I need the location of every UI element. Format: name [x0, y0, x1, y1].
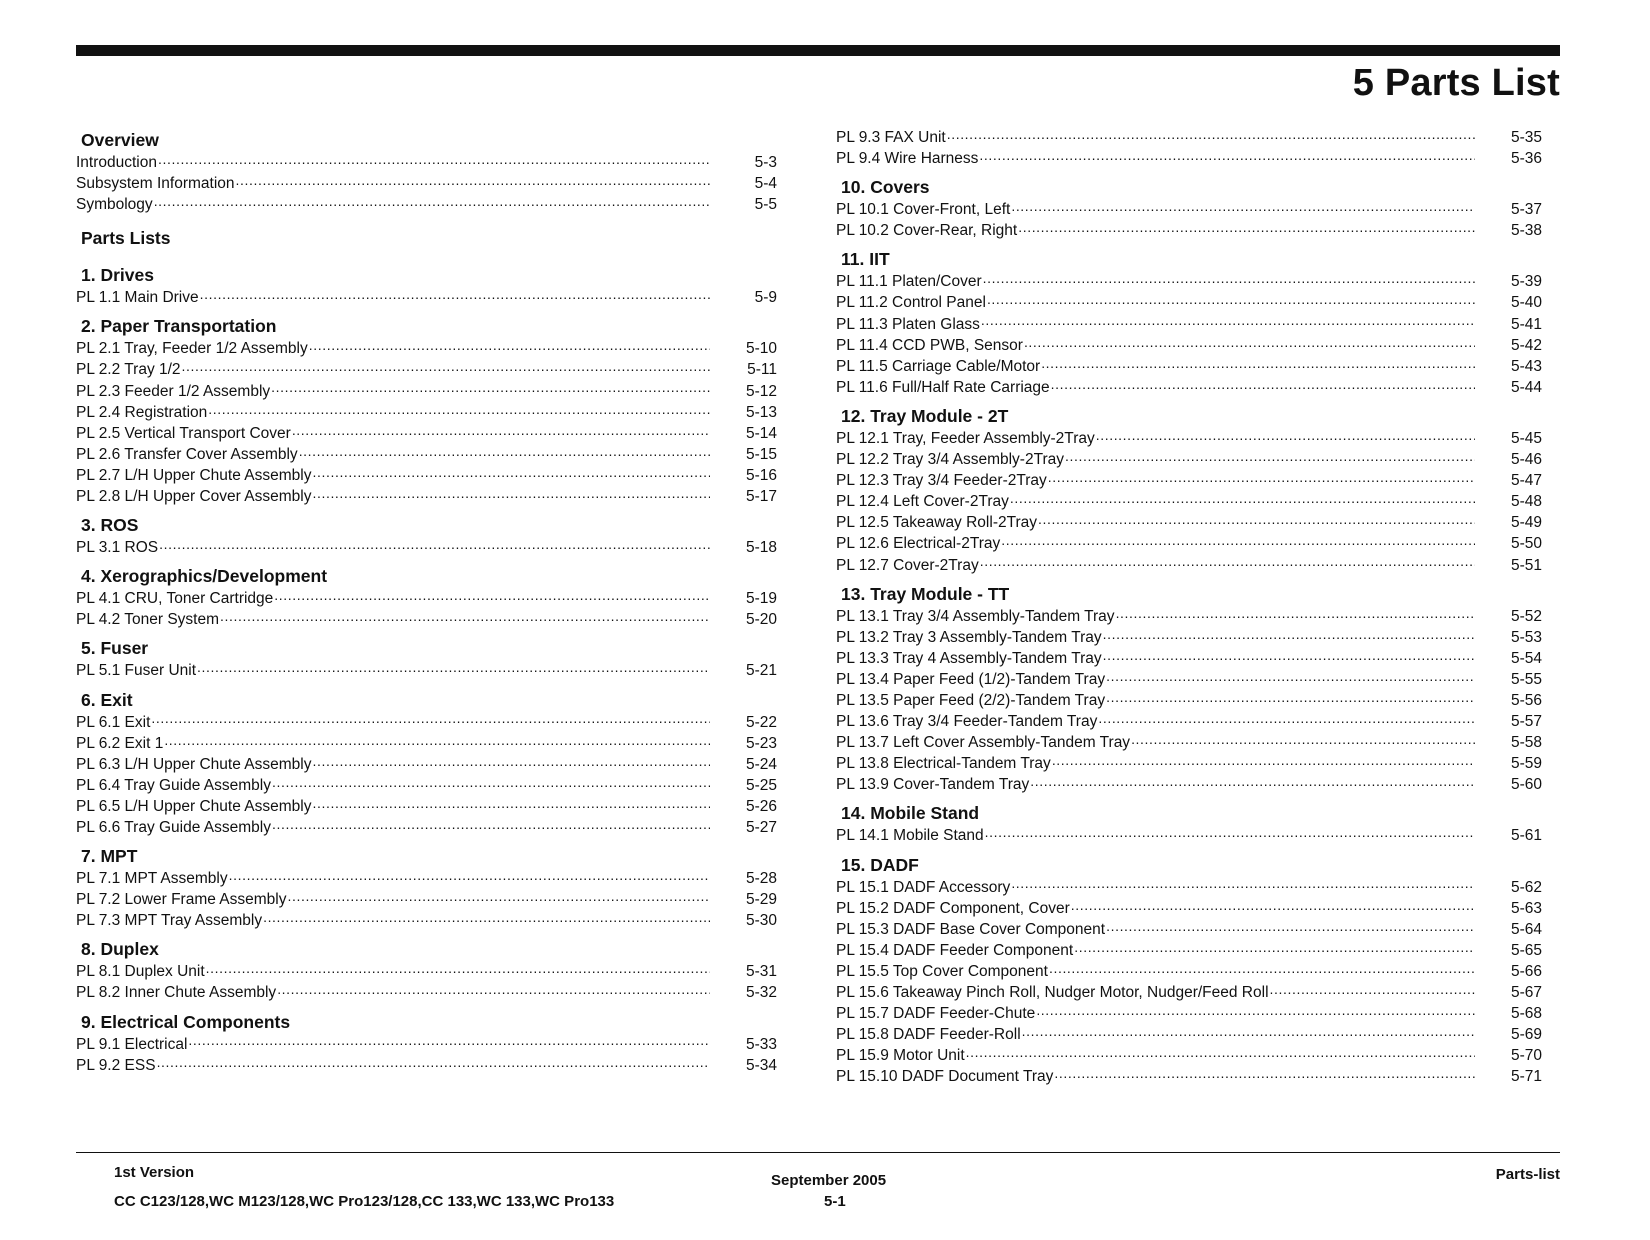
- toc-entry-label: PL 7.1 MPT Assembly: [76, 870, 228, 888]
- footer-version: 1st Version: [114, 1164, 195, 1181]
- toc-entry[interactable]: [836, 773, 1542, 794]
- toc-entry[interactable]: [836, 313, 1542, 334]
- toc-entry[interactable]: [76, 380, 777, 401]
- dot-leader: [188, 1033, 710, 1049]
- toc-entry-page: 5-32: [745, 984, 777, 1002]
- toc-entry-label: PL 10.2 Cover-Rear, Right: [836, 222, 1018, 240]
- toc-entry[interactable]: [76, 587, 777, 608]
- dot-leader: [1036, 1002, 1475, 1018]
- dot-leader: [292, 422, 710, 438]
- toc-entry-page: 5-65: [1510, 941, 1542, 959]
- toc-entry[interactable]: [836, 334, 1542, 355]
- dot-leader: [1052, 752, 1475, 768]
- toc-entry[interactable]: [836, 960, 1542, 981]
- toc-entry-label: PL 15.3 DADF Base Cover Component: [836, 920, 1106, 938]
- dot-leader: [313, 464, 711, 480]
- toc-entry-page: 5-49: [1510, 514, 1542, 532]
- toc-entry[interactable]: [836, 918, 1542, 939]
- toc-entry-page: 5-18: [745, 539, 777, 557]
- toc-entry[interactable]: [76, 1033, 777, 1054]
- toc-entry-page: 5-53: [1510, 628, 1542, 646]
- toc-entry-label: PL 6.6 Tray Guide Assembly: [76, 818, 271, 836]
- toc-entry[interactable]: [76, 401, 777, 422]
- toc-entry-label: PL 12.7 Cover-2Tray: [836, 556, 979, 574]
- toc-entry[interactable]: [76, 172, 777, 193]
- toc-entry-label: PL 11.4 CCD PWB, Sensor: [836, 336, 1023, 354]
- toc-entry-label: PL 2.5 Vertical Transport Cover: [76, 424, 291, 442]
- toc-entry-page: 5-23: [745, 734, 777, 752]
- toc-entry-page: 5-42: [1510, 336, 1542, 354]
- toc-entry[interactable]: [836, 710, 1542, 731]
- toc-entry-label: PL 6.3 L/H Upper Chute Assembly: [76, 755, 312, 773]
- toc-entry-page: 5-46: [1510, 451, 1542, 469]
- toc-entry-label: PL 1.1 Main Drive: [76, 289, 199, 307]
- toc-entry-label: PL 2.8 L/H Upper Cover Assembly: [76, 488, 312, 506]
- dot-leader: [1010, 490, 1475, 506]
- toc-entry-label: PL 4.2 Toner System: [76, 611, 220, 629]
- toc-entry-label: PL 13.7 Left Cover Assembly-Tandem Tray: [836, 734, 1131, 752]
- toc-entry[interactable]: [76, 888, 777, 909]
- toc-entry[interactable]: [76, 659, 777, 680]
- toc-entry[interactable]: [836, 689, 1542, 710]
- toc-entry-page: 5-16: [745, 466, 777, 484]
- toc-entry-label: PL 6.5 L/H Upper Chute Assembly: [76, 797, 312, 815]
- toc-entry-page: 5-36: [1510, 150, 1542, 168]
- toc-entry-label: PL 13.3 Tray 4 Assembly-Tandem Tray: [836, 649, 1102, 667]
- toc-entry-page: 5-39: [1510, 273, 1542, 291]
- section-heading: Overview: [81, 130, 159, 150]
- toc-entry-label: PL 15.1 DADF Accessory: [836, 878, 1011, 896]
- toc-entry[interactable]: [836, 511, 1542, 532]
- toc-entry-label: PL 15.9 Motor Unit: [836, 1047, 965, 1065]
- dot-leader: [1106, 689, 1475, 705]
- section-heading: 4. Xerographics/Development: [81, 566, 328, 587]
- dot-leader: [1011, 198, 1475, 214]
- dot-leader: [1106, 918, 1475, 934]
- toc-entry-page: 5-43: [1510, 357, 1542, 375]
- dot-leader: [272, 774, 710, 790]
- toc-entry[interactable]: [836, 752, 1542, 773]
- dot-leader: [1074, 939, 1475, 955]
- toc-entry-label: PL 13.6 Tray 3/4 Feeder-Tandem Tray: [836, 713, 1098, 731]
- footer-models: CC C123/128,WC M123/128,WC Pro123/128,CC 133,WC 133,WC Pro133: [114, 1193, 615, 1210]
- toc-entry[interactable]: [836, 126, 1542, 147]
- toc-entry-page: 5-9: [754, 289, 777, 307]
- toc-entry[interactable]: [76, 960, 777, 981]
- toc-entry-page: 5-67: [1510, 984, 1542, 1001]
- section-heading: 11. IIT: [841, 249, 890, 270]
- toc-entry-label: PL 6.2 Exit 1: [76, 734, 164, 752]
- dot-leader: [1065, 448, 1475, 464]
- toc-entry-page: 5-15: [745, 445, 777, 463]
- toc-entry-label: PL 2.7 L/H Upper Chute Assembly: [76, 466, 312, 484]
- dot-leader: [200, 286, 710, 302]
- dot-leader: [1051, 376, 1475, 392]
- toc-entry[interactable]: [836, 939, 1542, 960]
- toc-entry[interactable]: [76, 711, 777, 732]
- toc-entry[interactable]: [76, 286, 777, 307]
- toc-entry-label: PL 12.4 Left Cover-2Tray: [836, 493, 1009, 511]
- toc-entry-page: 5-57: [1510, 713, 1542, 731]
- dot-leader: [1048, 469, 1475, 485]
- toc-entry-page: 5-56: [1510, 691, 1542, 709]
- toc-entry[interactable]: [836, 668, 1542, 689]
- toc-entry-page: 5-4: [754, 175, 777, 193]
- toc-entry[interactable]: [836, 448, 1542, 469]
- toc-entry-page: 5-55: [1510, 670, 1542, 688]
- toc-entry-label: PL 2.6 Transfer Cover Assembly: [76, 445, 298, 463]
- toc-entry-label: PL 13.4 Paper Feed (1/2)-Tandem Tray: [836, 670, 1106, 688]
- toc-entry-label: PL 9.1 Electrical: [76, 1035, 188, 1053]
- toc-entry-page: 5-25: [745, 776, 777, 794]
- dot-leader: [1131, 731, 1475, 747]
- toc-entry[interactable]: [836, 147, 1542, 168]
- toc-entry[interactable]: [836, 824, 1542, 845]
- dot-leader: [274, 587, 710, 603]
- dot-leader: [1071, 897, 1475, 913]
- toc-entry-label: PL 12.6 Electrical-2Tray: [836, 535, 1001, 553]
- toc-entry-label: PL 11.3 Platen Glass: [836, 315, 980, 333]
- toc-entry[interactable]: [76, 816, 777, 837]
- toc-entry-label: PL 15.6 Takeaway Pinch Roll, Nudger Motor, Nudger/Feed Roll: [836, 984, 1269, 1001]
- dot-leader: [1054, 1065, 1475, 1081]
- toc-entry-page: 5-59: [1510, 755, 1542, 773]
- dot-leader: [299, 443, 710, 459]
- toc-entry-label: PL 7.3 MPT Tray Assembly: [76, 912, 263, 930]
- dot-leader: [1041, 355, 1475, 371]
- toc-entry-label: PL 15.4 DADF Feeder Component: [836, 941, 1074, 959]
- toc-entry-page: 5-17: [745, 488, 777, 506]
- toc-entry[interactable]: [76, 732, 777, 753]
- dot-leader: [966, 1044, 1475, 1060]
- dot-leader: [158, 151, 710, 167]
- toc-entry-page: 5-41: [1510, 315, 1542, 333]
- toc-entry-label: PL 12.2 Tray 3/4 Assembly-2Tray: [836, 451, 1065, 469]
- toc-entry-page: 5-35: [1510, 129, 1542, 146]
- dot-leader: [313, 753, 711, 769]
- dot-leader: [157, 1054, 710, 1070]
- dot-leader: [197, 659, 710, 675]
- toc-entry-page: 5-52: [1510, 607, 1542, 625]
- toc-entry-label: PL 15.7 DADF Feeder-Chute: [836, 1005, 1036, 1023]
- toc-entry-label: PL 9.2 ESS: [76, 1056, 156, 1074]
- toc-entry-page: 5-47: [1510, 472, 1542, 490]
- toc-entry-label: PL 13.9 Cover-Tandem Tray: [836, 776, 1030, 794]
- dot-leader: [987, 291, 1475, 307]
- toc-entry-label: PL 2.2 Tray 1/2: [76, 361, 181, 379]
- toc-entry[interactable]: [76, 151, 777, 172]
- dot-leader: [1001, 532, 1475, 548]
- toc-entry-page: 5-14: [745, 424, 777, 442]
- toc-entry[interactable]: [836, 554, 1542, 575]
- toc-entry-label: PL 3.1 ROS: [76, 539, 159, 557]
- dot-leader: [272, 816, 710, 832]
- toc-entry-page: 5-44: [1510, 378, 1542, 396]
- section-heading: 12. Tray Module - 2T: [841, 405, 1009, 426]
- toc-entry-page: 5-26: [745, 797, 777, 815]
- section-heading: 3. ROS: [81, 515, 139, 536]
- toc-entry-page: 5-71: [1510, 1068, 1542, 1086]
- dot-leader: [182, 358, 710, 374]
- toc-entry-page: 5-69: [1510, 1026, 1542, 1044]
- toc-entry-label: PL 13.2 Tray 3 Assembly-Tandem Tray: [836, 628, 1102, 646]
- dot-leader: [271, 380, 710, 396]
- toc-entry-label: PL 8.1 Duplex Unit: [76, 963, 205, 981]
- toc-left-column: [76, 126, 777, 1075]
- dot-leader: [151, 711, 710, 727]
- toc-entry[interactable]: [836, 532, 1542, 553]
- toc-entry-page: 5-51: [1510, 556, 1542, 574]
- dot-leader: [1106, 668, 1475, 684]
- footer-section: Parts-list: [1495, 1166, 1560, 1183]
- toc-entry-label: PL 15.5 Top Cover Component: [836, 962, 1048, 980]
- toc-entry-page: 5-11: [747, 361, 777, 379]
- section-heading: 1. Drives: [81, 265, 154, 286]
- toc-entry-page: 5-61: [1510, 827, 1542, 845]
- section-heading: 5. Fuser: [81, 638, 149, 659]
- toc-entry[interactable]: [836, 427, 1542, 448]
- toc-entry-page: 5-66: [1510, 962, 1542, 980]
- dot-leader: [312, 485, 710, 501]
- toc-entry[interactable]: [76, 1054, 777, 1075]
- toc-entry[interactable]: [836, 291, 1542, 312]
- top-rule: [76, 45, 1560, 56]
- dot-leader: [1049, 960, 1475, 976]
- dot-leader: [1103, 626, 1475, 642]
- dot-leader: [1116, 605, 1475, 621]
- toc-entry-page: 5-58: [1510, 734, 1542, 752]
- toc-entry-label: PL 11.5 Carriage Cable/Motor: [836, 357, 1041, 375]
- toc-entry-page: 5-5: [754, 196, 777, 214]
- page-title: 5 Parts List: [1352, 62, 1560, 104]
- toc-entry[interactable]: [76, 358, 777, 379]
- toc-entry-page: 5-50: [1510, 535, 1542, 553]
- toc-entry-label: PL 2.4 Registration: [76, 403, 208, 421]
- toc-entry[interactable]: [836, 605, 1542, 626]
- dot-leader: [309, 337, 710, 353]
- dot-leader: [220, 608, 710, 624]
- toc-entry[interactable]: [836, 1044, 1542, 1065]
- toc-entry-page: 5-20: [745, 611, 777, 629]
- dot-leader: [1030, 773, 1475, 789]
- toc-entry[interactable]: [76, 981, 777, 1002]
- toc-entry[interactable]: [76, 337, 777, 358]
- dot-leader: [947, 126, 1475, 142]
- toc-entry-page: 5-48: [1510, 493, 1542, 511]
- section-heading: 6. Exit: [81, 689, 133, 710]
- toc-entry[interactable]: [76, 485, 777, 506]
- dot-leader: [206, 960, 710, 976]
- toc-entry-page: 5-24: [745, 755, 777, 773]
- toc-entry-label: Symbology: [76, 196, 153, 214]
- toc-entry[interactable]: [836, 1002, 1542, 1023]
- toc-entry-label: PL 2.3 Feeder 1/2 Assembly: [76, 382, 271, 400]
- toc-entry[interactable]: [836, 731, 1542, 752]
- toc-entry-label: PL 6.4 Tray Guide Assembly: [76, 776, 271, 794]
- toc-entry[interactable]: [76, 909, 777, 930]
- toc-entry-label: PL 8.2 Inner Chute Assembly: [76, 984, 277, 1002]
- toc-entry[interactable]: [836, 219, 1542, 240]
- dot-leader: [236, 172, 710, 188]
- toc-entry-label: PL 15.8 DADF Feeder-Roll: [836, 1026, 1021, 1044]
- section-heading: Parts Lists: [81, 228, 171, 249]
- dot-leader: [1024, 334, 1475, 350]
- toc-entry-page: 5-63: [1510, 899, 1542, 917]
- toc-entry-label: Subsystem Information: [76, 175, 235, 193]
- toc-entry[interactable]: [836, 490, 1542, 511]
- toc-entry-page: 5-31: [745, 963, 777, 981]
- toc-entry[interactable]: [76, 608, 777, 629]
- toc-entry[interactable]: [836, 469, 1542, 490]
- toc-entry-page: 5-68: [1510, 1005, 1542, 1023]
- toc-entry-page: 5-13: [745, 403, 777, 421]
- toc-entry-label: PL 13.5 Paper Feed (2/2)-Tandem Tray: [836, 691, 1106, 709]
- dot-leader: [1018, 219, 1475, 235]
- toc-entry-page: 5-21: [745, 662, 777, 680]
- dot-leader: [1103, 647, 1475, 663]
- toc-entry-page: 5-28: [745, 870, 777, 888]
- toc-entry-page: 5-27: [745, 818, 777, 836]
- toc-entry-label: PL 9.4 Wire Harness: [836, 150, 979, 168]
- dot-leader: [981, 313, 1475, 329]
- toc-entry-page: 5-62: [1510, 878, 1542, 896]
- dot-leader: [979, 147, 1475, 163]
- toc-entry-page: 5-54: [1510, 649, 1542, 667]
- toc-entry-page: 5-37: [1510, 201, 1542, 219]
- toc-entry-label: PL 12.3 Tray 3/4 Feeder-2Tray: [836, 472, 1047, 490]
- toc-entry-page: 5-12: [745, 382, 777, 400]
- toc-entry-page: 5-33: [745, 1035, 777, 1053]
- toc-entry[interactable]: [76, 193, 777, 214]
- toc-entry[interactable]: [76, 422, 777, 443]
- toc-entry-label: PL 11.1 Platen/Cover: [836, 273, 982, 291]
- toc-entry-page: 5-29: [745, 891, 777, 909]
- dot-leader: [208, 401, 710, 417]
- dot-leader: [164, 732, 710, 748]
- dot-leader: [1098, 710, 1475, 726]
- section-heading: 13. Tray Module - TT: [841, 583, 1010, 604]
- toc-entry[interactable]: [836, 626, 1542, 647]
- toc-entry-page: 5-38: [1510, 222, 1542, 240]
- dot-leader: [1038, 511, 1475, 527]
- toc-entry-page: 5-34: [745, 1056, 777, 1074]
- toc-entry-label: PL 2.1 Tray, Feeder 1/2 Assembly: [76, 340, 308, 358]
- toc-entry[interactable]: [76, 443, 777, 464]
- toc-entry-label: PL 5.1 Fuser Unit: [76, 662, 197, 680]
- toc-entry-page: 5-45: [1510, 429, 1542, 447]
- toc-entry[interactable]: [836, 198, 1542, 219]
- dot-leader: [277, 981, 710, 997]
- toc-entry-label: PL 11.6 Full/Half Rate Carriage: [836, 378, 1050, 396]
- dot-leader: [313, 795, 711, 811]
- dot-leader: [983, 270, 1475, 286]
- footer-page-number: 5-1: [824, 1193, 846, 1210]
- dot-leader: [229, 867, 710, 883]
- toc-entry-page: 5-22: [745, 713, 777, 731]
- toc-entry[interactable]: [76, 774, 777, 795]
- dot-leader: [287, 888, 710, 904]
- toc-entry[interactable]: [836, 647, 1542, 668]
- toc-entry[interactable]: [76, 753, 777, 774]
- toc-entry-label: PL 9.3 FAX Unit: [836, 129, 946, 146]
- dot-leader: [263, 909, 710, 925]
- toc-entry-page: 5-40: [1510, 294, 1542, 312]
- toc-entry-page: 5-10: [745, 340, 777, 358]
- footer-date: September 2005: [771, 1172, 887, 1189]
- toc-entry[interactable]: [836, 1065, 1542, 1086]
- section-heading: 14. Mobile Stand: [841, 803, 980, 824]
- toc-entry[interactable]: [836, 376, 1542, 397]
- dot-leader: [159, 536, 710, 552]
- toc-entry-label: PL 13.8 Electrical-Tandem Tray: [836, 755, 1051, 773]
- dot-leader: [154, 193, 710, 209]
- toc-entry-label: PL 7.2 Lower Frame Assembly: [76, 891, 287, 909]
- toc-entry-label: PL 10.1 Cover-Front, Left: [836, 201, 1011, 219]
- toc-entry-page: 5-70: [1510, 1047, 1542, 1065]
- toc-entry[interactable]: [76, 536, 777, 557]
- toc-entry-page: 5-64: [1510, 920, 1542, 938]
- toc-entry[interactable]: [836, 355, 1542, 376]
- dot-leader: [1096, 427, 1475, 443]
- toc-entry-label: PL 13.1 Tray 3/4 Assembly-Tandem Tray: [836, 607, 1115, 625]
- footer-rule: [76, 1152, 1560, 1153]
- toc-entry-page: 5-60: [1510, 776, 1542, 794]
- toc-entry-label: PL 6.1 Exit: [76, 713, 151, 731]
- toc-entry[interactable]: [836, 1023, 1542, 1044]
- toc-right-column: [836, 126, 1542, 1086]
- section-heading: 15. DADF: [841, 854, 919, 875]
- toc-entry-label: PL 12.5 Takeaway Roll-2Tray: [836, 514, 1038, 532]
- toc-entry[interactable]: [836, 897, 1542, 918]
- toc-entry-label: PL 11.2 Control Panel: [836, 294, 986, 312]
- toc-entry-label: PL 4.1 CRU, Toner Cartridge: [76, 590, 274, 608]
- dot-leader: [1022, 1023, 1475, 1039]
- toc-entry-page: 5-30: [745, 912, 777, 930]
- section-heading: 2. Paper Transportation: [81, 316, 277, 337]
- section-heading: 9. Electrical Components: [81, 1011, 291, 1032]
- toc-entry-label: PL 14.1 Mobile Stand: [836, 827, 984, 845]
- dot-leader: [985, 824, 1475, 840]
- toc-entry-label: PL 15.10 DADF Document Tray: [836, 1068, 1054, 1086]
- section-heading: 10. Covers: [841, 177, 930, 198]
- toc-entry[interactable]: [836, 981, 1542, 1002]
- toc-entry[interactable]: [836, 270, 1542, 291]
- section-heading: 7. MPT: [81, 846, 138, 867]
- toc-entry[interactable]: [76, 867, 777, 888]
- toc-entry[interactable]: [836, 876, 1542, 897]
- toc-entry[interactable]: [76, 464, 777, 485]
- toc-entry-label: PL 15.2 DADF Component, Cover: [836, 899, 1070, 917]
- toc-entry-label: PL 12.1 Tray, Feeder Assembly-2Tray: [836, 429, 1095, 447]
- dot-leader: [980, 554, 1475, 570]
- section-heading: 8. Duplex: [81, 939, 159, 960]
- toc-entry-page: 5-19: [745, 590, 777, 608]
- toc-entry[interactable]: [76, 795, 777, 816]
- dot-leader: [1270, 981, 1475, 997]
- dot-leader: [1011, 876, 1475, 892]
- toc-entry-label: Introduction: [76, 154, 157, 171]
- toc-entry-page: 5-3: [754, 154, 777, 171]
